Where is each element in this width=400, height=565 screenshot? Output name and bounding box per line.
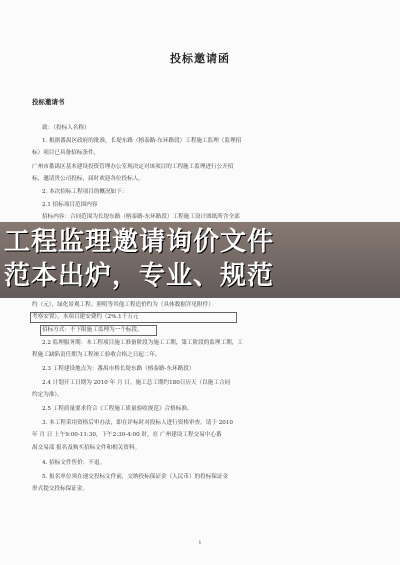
body-line: 2.3 工程建设地点为：番禺市桥长堤东路（榕泰路-东环路段） — [42, 366, 195, 372]
body-line: 3. 本工程采用资格后审办法，即在评标时对投标人进行资格审查。请于 2010 — [42, 420, 233, 426]
body-line: 2.2 监理服务期：本工程项目施工准备阶段为施工工期，第工阶段的监理工期，工 — [42, 340, 243, 346]
highlight-box — [40, 325, 157, 336]
body-line: 程施工缺陷责任期为工程竣工验收合格之日起二年。 — [32, 352, 161, 358]
body-line: 招标方式：不下限施工监理为一个标段。 — [42, 327, 143, 333]
body-line: 年 月 日 上午9:00-11:30，下午2:30-4:00 时，在 广州建设工程交易中心番 — [32, 432, 222, 438]
page-number: 1 — [198, 540, 202, 546]
body-line: 5. 报名单位须在递交投标文件前，交纳投标保证金（人民币）的投标保证金 — [42, 474, 229, 480]
body-line: 形式提交投标保证金。 — [32, 486, 88, 492]
body-line: 致：（投标人名称） — [42, 125, 90, 131]
highlight-box — [30, 312, 237, 323]
body-line: 广州市番禺区基本建设投资管理办公室现决定对该项目的工程施工监理进行公开招 — [32, 164, 234, 170]
body-line: 标）项目已具备招标条件， — [32, 150, 100, 156]
document-subtitle: 投标邀请书 — [32, 98, 65, 106]
body-line: 1. 根据番禺区政府的批准，长堤东路（榕泰路-东环路段）工程施工监理（监理招 — [42, 138, 242, 144]
body-line: 招标内容：合同范围为长堤东路（榕泰路-东环路段）工程施工设计图纸所含全部 — [42, 214, 240, 220]
body-line: 4. 招标文件售价：不退。 — [42, 460, 106, 466]
document-title: 投标邀请函 — [170, 52, 230, 65]
body-line: 2.1 招标项目范围内容 — [42, 202, 98, 208]
body-line: 2.4 计划开工日期为 2010 年 月 日，施工总工期约180日历天（以施工合同 — [42, 380, 231, 386]
body-line: 约定为准）。 — [32, 392, 63, 398]
body-line: 约（元），绿化景观工程、照明等其他工程造价约为（具体数据详见附件） — [32, 302, 214, 308]
body-line: 2.5 工程质量要求符合《工程施工质量验收规范》合格标准。 — [42, 406, 193, 412]
body-line: 禺交易部 报名及购买招标文件和相关资料。 — [32, 445, 141, 451]
banner-headline-line2: 范本出炉，专业、规范 — [4, 261, 275, 291]
body-line: 标，邀请贵公司投标，届时欢迎各位投标人。 — [32, 176, 144, 182]
banner-headline-line1: 工程监理邀请询价文件 — [4, 227, 275, 257]
body-line: 考察安置），本项目建安费约（2%.1千万元 — [32, 314, 139, 320]
body-line: 2. 本次招标工程项目的概况如下： — [42, 189, 128, 195]
